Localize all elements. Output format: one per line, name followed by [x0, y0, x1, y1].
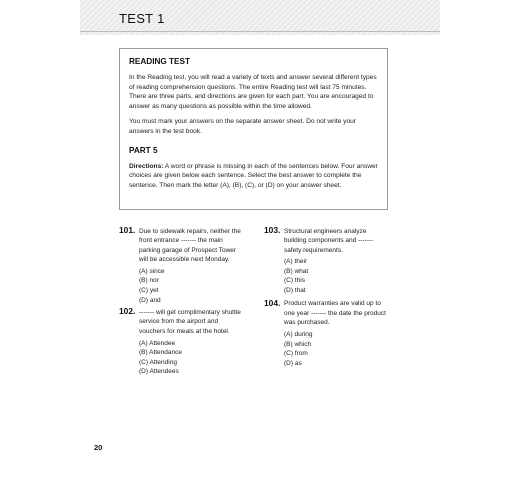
option-a[interactable]: (A) since	[139, 267, 165, 275]
questions-column-left	[119, 226, 249, 379]
option-a[interactable]: (A) Attendee	[139, 339, 176, 347]
part-heading: PART 5	[129, 145, 158, 155]
option-a[interactable]: (A) during	[284, 330, 313, 338]
question-104	[264, 299, 394, 369]
option-a[interactable]: (A) their	[284, 258, 308, 266]
directions-text: A word or phrase is missing in each of the sentences below. Four answer choices are given below each sentence. Select the best answer to complete the sentence. Then mark the letter (A), (B), (C), or (D) on your answer sheet.	[129, 162, 378, 189]
reading-test-intro-paragraph: In the Reading test, you will read a variety of texts and answer several different types of reading comprehension questions. The entire Reading test will last 75 minutes. There are three parts, and directions are given for each part. You are encouraged to answer as many questions as possible within the time allowed.	[129, 74, 377, 110]
question-stem: Product warranties are valid up to one year ------- the date the product was purchased.	[284, 300, 386, 327]
option-c[interactable]: (C) from	[284, 350, 308, 358]
option-b[interactable]: (B) what	[284, 267, 309, 275]
option-d[interactable]: (D) as	[284, 359, 302, 367]
question-101	[119, 226, 249, 305]
reading-test-instructions-box	[119, 48, 388, 210]
directions-paragraph	[129, 162, 378, 191]
question-stem: Structural engineers analyze building components and ------- safety requirements.	[284, 227, 374, 254]
answer-options	[284, 257, 394, 295]
question-stem: Due to sidewalk repairs, neither the front entrance ------- the main parking garage of Prospect Tower will be accessible next Monday.	[139, 227, 241, 264]
option-d[interactable]: (D) Attendees	[139, 368, 179, 376]
answer-options	[139, 339, 249, 377]
question-number: 103.	[264, 225, 281, 235]
question-number: 102.	[119, 306, 136, 317]
test-title: TEST 1	[119, 11, 165, 26]
reading-test-heading: READING TEST	[129, 57, 190, 66]
option-c[interactable]: (C) this	[284, 277, 305, 285]
option-c[interactable]: (C) Attending	[139, 358, 177, 366]
questions-column-right	[264, 226, 394, 370]
option-d[interactable]: (D) and	[139, 296, 161, 304]
option-b[interactable]: (B) which	[284, 340, 312, 348]
option-d[interactable]: (D) that	[284, 287, 306, 295]
directions-label: Directions:	[129, 162, 164, 170]
header-divider	[80, 31, 440, 32]
question-102	[119, 307, 249, 377]
answer-options	[284, 330, 394, 368]
question-number: 101.	[119, 225, 136, 235]
answer-sheet-instruction: You must mark your answers on the separate answer sheet. Do not write your answers in the test book.	[129, 118, 356, 135]
answer-options	[139, 267, 249, 305]
question-number: 104.	[264, 297, 281, 308]
option-b[interactable]: (B) Attendance	[139, 349, 182, 357]
question-103	[264, 226, 394, 296]
page-number: 20	[94, 443, 103, 452]
question-stem: ------- will get complimentary shuttle service from the airport and vouchers for meals at the hotel.	[139, 308, 241, 335]
option-b[interactable]: (B) nor	[139, 277, 159, 285]
option-c[interactable]: (C) yet	[139, 287, 159, 295]
